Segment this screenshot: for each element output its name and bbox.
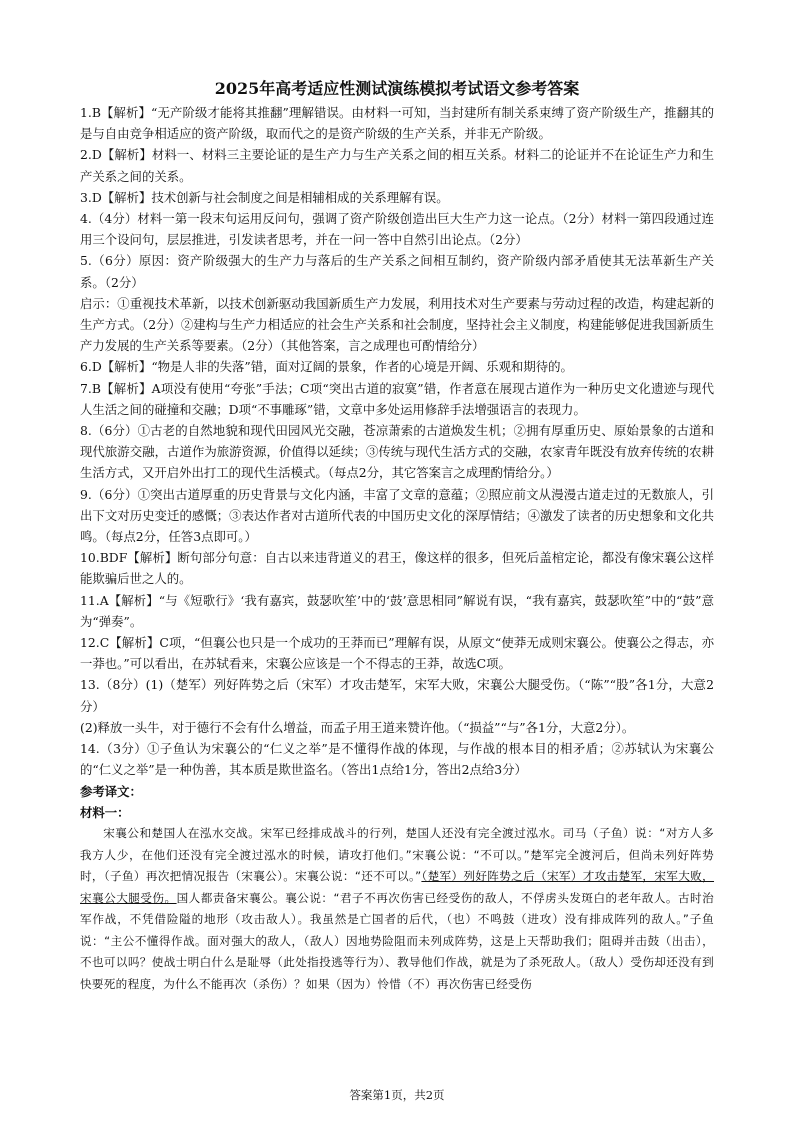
answer-9: 9.（6分）①突出古道厚重的历史背景与文化内涵，丰富了文章的意蕴；②照应前文从漫漫古道走过的无数旅人，引出下文对历史变迁的感慨；③表达作者对古道所代表的中国历史文化的深厚情结；④激发了读者的历史想象和文化共鸣。（每点2分，任答3点即可。） [80, 486, 714, 545]
translation-paragraph [80, 823, 714, 996]
answer-5-insight: 启示：①重视技术革新，以技术创新驱动我国新质生产力发展，利用技术对生产要素与劳动过程的改造，构建起新的生产方式。（2分）②建构与生产力相适应的社会生产关系和社会制度，坚持社会主义制度，构建能够促进我国新质生产力发展的生产关系等要素。（2分）（其他答案，言之成理也可酌情给分） [80, 295, 714, 354]
answer-11: 11.A【解析】“与《短歌行》‘我有嘉宾，鼓瑟吹笙’中的‘鼓’意思相同”解说有误，“我有嘉宾，鼓瑟吹笙”中的“鼓”意为“弹奏”。 [80, 592, 714, 629]
answer-8: 8.（6分）①古老的自然地貌和现代田园风光交融，苍凉萧索的古道焕发生机；②拥有厚重历史、原始景象的古道和现代旅游交融，古道作为旅游资源，价值得以延续；③传统与现代生活方式的交融，农家青年既没有放弃传统的农耕生活方式，又开启外出打工的现代生活模式。（每点2分，其它答案言之成理酌情给分。） [80, 423, 714, 481]
answer-10: 10.BDF【解析】断句部分句意：自古以来违背道义的君王，像这样的很多，但死后盖棺定论，都没有像宋襄公这样能欺骗后世之人的。 [80, 550, 714, 587]
answer-6: 6.D【解析】“物是人非的失落”错，面对辽阔的景象，作者的心境是开阔、乐观和期待的。 [80, 359, 573, 375]
answer-12: 12.C【解析】C项，“但襄公也只是一个成功的王莽而已”理解有误，从原文“使莽无成则宋襄公。使襄公之得志，亦一莽也。”可以看出，在苏轼看来，宋襄公应该是一个不得志的王莽，故选C项。 [80, 635, 714, 672]
answer-2: 2.D【解析】材料一、材料三主要论证的是生产力与生产关系之间的相互关系。材料二的论证并不在论证生产力和生产关系之间的关系。 [80, 147, 714, 184]
answer-7: 7.B【解析】A项没有使用“夸张”手法；C项“突出古道的寂寞”错，作者意在展现古道作为一种历史文化遗迹与现代人生活之间的碰撞和交融；D项“不事雕琢”错，文章中多处运用修辞手法增强语言的表现力。 [80, 380, 714, 417]
material-one-heading: 材料一： [80, 804, 130, 820]
translation-underlined-sentence: （楚军）列好阵势之后（宋军）才攻击楚军，宋军大败，宋襄公大腿受伤。 [80, 869, 715, 905]
page-footer: 答案第1页，共2页 [349, 1088, 445, 1102]
answer-page [80, 78, 714, 996]
reference-translation-heading: 参考译文： [80, 783, 142, 799]
answer-13-1: 13.（8分）(1)（楚军）列好阵势之后（宋军）才攻击楚军，宋军大败，宋襄公大腿受伤。（“陈”“股”各1分，大意2分） [80, 677, 714, 714]
answer-4: 4.（4分）材料一第一段末句运用反问句，强调了资产阶级创造出巨大生产力这一论点。（2分）材料一第四段通过连用三个设问句，层层推进，引发读者思考，并在一问一答中自然引出论点。（2分） [80, 211, 714, 248]
page-title: 2025年高考适应性测试演练模拟考试语文参考答案 [214, 79, 580, 98]
answer-3: 3.D【解析】技术创新与社会制度之间是相辅相成的关系理解有误。 [80, 189, 449, 205]
answer-5-reason: 5.（6分）原因：资产阶级强大的生产力与落后的生产关系之间相互制约，资产阶级内部矛盾使其无法革新生产关系。（2分） [80, 253, 714, 290]
translation-text-before: 宋襄公和楚国人在泓水交战。宋军已经排成战斗的行列，楚国人还没有完全渡过泓水。司马（子鱼）说：“对方人多我方人少，在他们还没有完全渡过泓水的时候，请攻打他们。”宋襄公说：“不可以。”楚军完全渡河后，但尚未列好阵势时，（子鱼）再次把情况报告（宋襄公）。宋襄公说：“还不可以。” [80, 825, 714, 884]
answer-1: 1.B【解析】“无产阶级才能将其推翻”理解错误。由材料一可知，当封建所有制关系束缚了资产阶级生产，推翻其的是与自由竞争相适应的资产阶级，取而代之的是资产阶级的生产关系，并非无产阶级。 [80, 105, 714, 142]
translation-text-after: 国人都责备宋襄公。襄公说：“君子不再次伤害已经受伤的敌人，不俘虏头发斑白的老年敌人。古时治军作战，不凭借险隘的地形（攻击敌人）。我虽然是亡国者的后代，（也）不鸣鼓（进攻）没有排成阵列的敌人。”子鱼说：“主公不懂得作战。面对强大的敌人，（敌人）因地势险阻而未列成阵势，这是上天帮助我们；阻碍并击鼓（出击），不也可以吗？使战士明白什么是耻辱（此处指投逃等行为）、教导他们作战，就是为了杀死敌人。（敌人）受伤却还没有到快要死的程度，为什么不能再次（杀伤）？如果（因为）怜惜（不）再次伤害已经受伤 [80, 890, 714, 992]
answer-14: 14.（3分）①子鱼认为宋襄公的“仁义之举”是不懂得作战的体现，与作战的根本目的相矛盾；②苏轼认为宋襄公的“仁义之举”是一种伪善，其本质是欺世盗名。（答出1点给1分，答出2点给3分） [80, 741, 714, 778]
answer-13-2: (2)释放一头牛，对于德行不会有什么增益，而孟子用王道来赞许他。（“损益”“与”各1分，大意2分）。 [80, 719, 635, 735]
